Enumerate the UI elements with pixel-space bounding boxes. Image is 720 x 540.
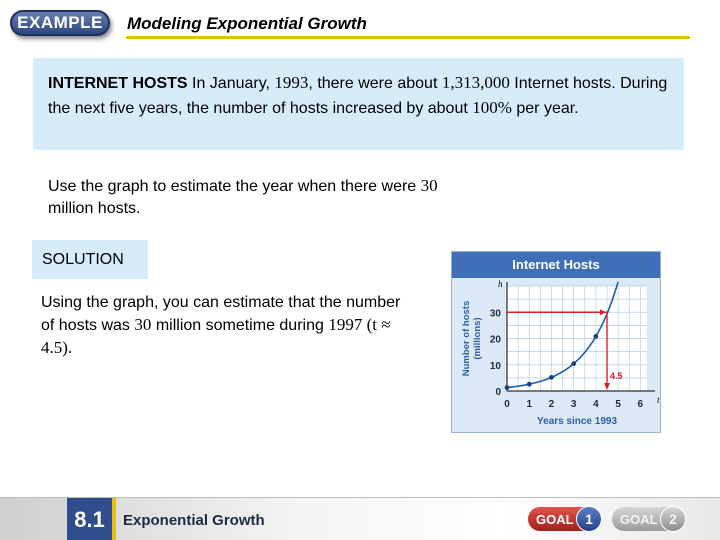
solution-label: SOLUTION: [32, 240, 148, 279]
graph-title: Internet Hosts: [452, 252, 660, 278]
annotation-label: 4.5: [610, 371, 623, 381]
problem-text-1: In January,: [187, 75, 275, 92]
question-text-2: million hosts.: [48, 200, 141, 217]
problem-hosts: 1,313,000: [441, 73, 510, 92]
lesson-title: Exponential Growth: [123, 512, 265, 529]
goal-2-button[interactable]: [612, 507, 684, 531]
y-tick-label: 30: [489, 308, 501, 320]
problem-text-4: per year.: [511, 100, 579, 117]
y-axis-variable: h: [498, 279, 503, 289]
y-tick-label: 0: [495, 387, 501, 398]
goal-1-label: GOAL: [536, 511, 574, 527]
problem-text-3: Internet hosts. During the next five years, the number of hosts increased by about: [48, 75, 668, 117]
data-point: [571, 361, 576, 366]
solution-num: 30: [134, 315, 152, 334]
x-tick-label: 4: [593, 399, 599, 410]
solution-text-1: Using the graph, you can estimate that the number of hosts was: [41, 294, 401, 334]
internet-hosts-graph: [451, 251, 661, 433]
question-num: 30: [420, 176, 438, 195]
x-axis-variable: t: [657, 395, 660, 405]
problem-statement: [33, 58, 684, 150]
data-point: [505, 385, 510, 390]
footer-bar: [0, 497, 720, 540]
question-text-1: Use the graph to estimate the year when there were: [48, 178, 421, 195]
goal-1-number: 1: [576, 506, 602, 532]
x-tick-label: 0: [504, 399, 510, 410]
data-point: [593, 334, 598, 339]
question-text: [48, 175, 448, 220]
goal-2-number: 2: [660, 506, 686, 532]
solution-text-2: million sometime during: [151, 317, 329, 334]
data-point: [527, 382, 532, 387]
y-axis-label: Number of hosts(millions): [461, 300, 483, 377]
problem-lead: INTERNET HOSTS: [48, 75, 188, 92]
graph-plot: [452, 278, 660, 432]
title-underline: [126, 36, 690, 39]
solution-expr: 1997 (t ≈ 4.5).: [41, 315, 391, 357]
page-title: Modeling Exponential Growth: [127, 14, 367, 33]
problem-percent: 100%: [472, 98, 512, 117]
x-tick-label: 3: [570, 399, 577, 410]
x-tick-label: 1: [526, 399, 533, 410]
x-axis-label: Years since 1993: [536, 416, 618, 427]
x-tick-label: 6: [637, 399, 644, 410]
data-point: [549, 375, 554, 380]
problem-year: 1993: [274, 73, 309, 92]
x-tick-label: 2: [548, 399, 555, 410]
x-tick-label: 5: [615, 399, 621, 410]
problem-text-2: , there were about: [308, 75, 442, 92]
solution-text: [41, 292, 401, 360]
y-tick-label: 20: [489, 334, 501, 346]
lesson-number: 8.1: [67, 498, 112, 540]
example-badge: EXAMPLE: [10, 10, 110, 36]
goal-1-button[interactable]: [528, 507, 600, 531]
goal-2-label: GOAL: [620, 511, 658, 527]
lesson-accent: [112, 498, 116, 540]
y-tick-label: 10: [489, 360, 501, 372]
